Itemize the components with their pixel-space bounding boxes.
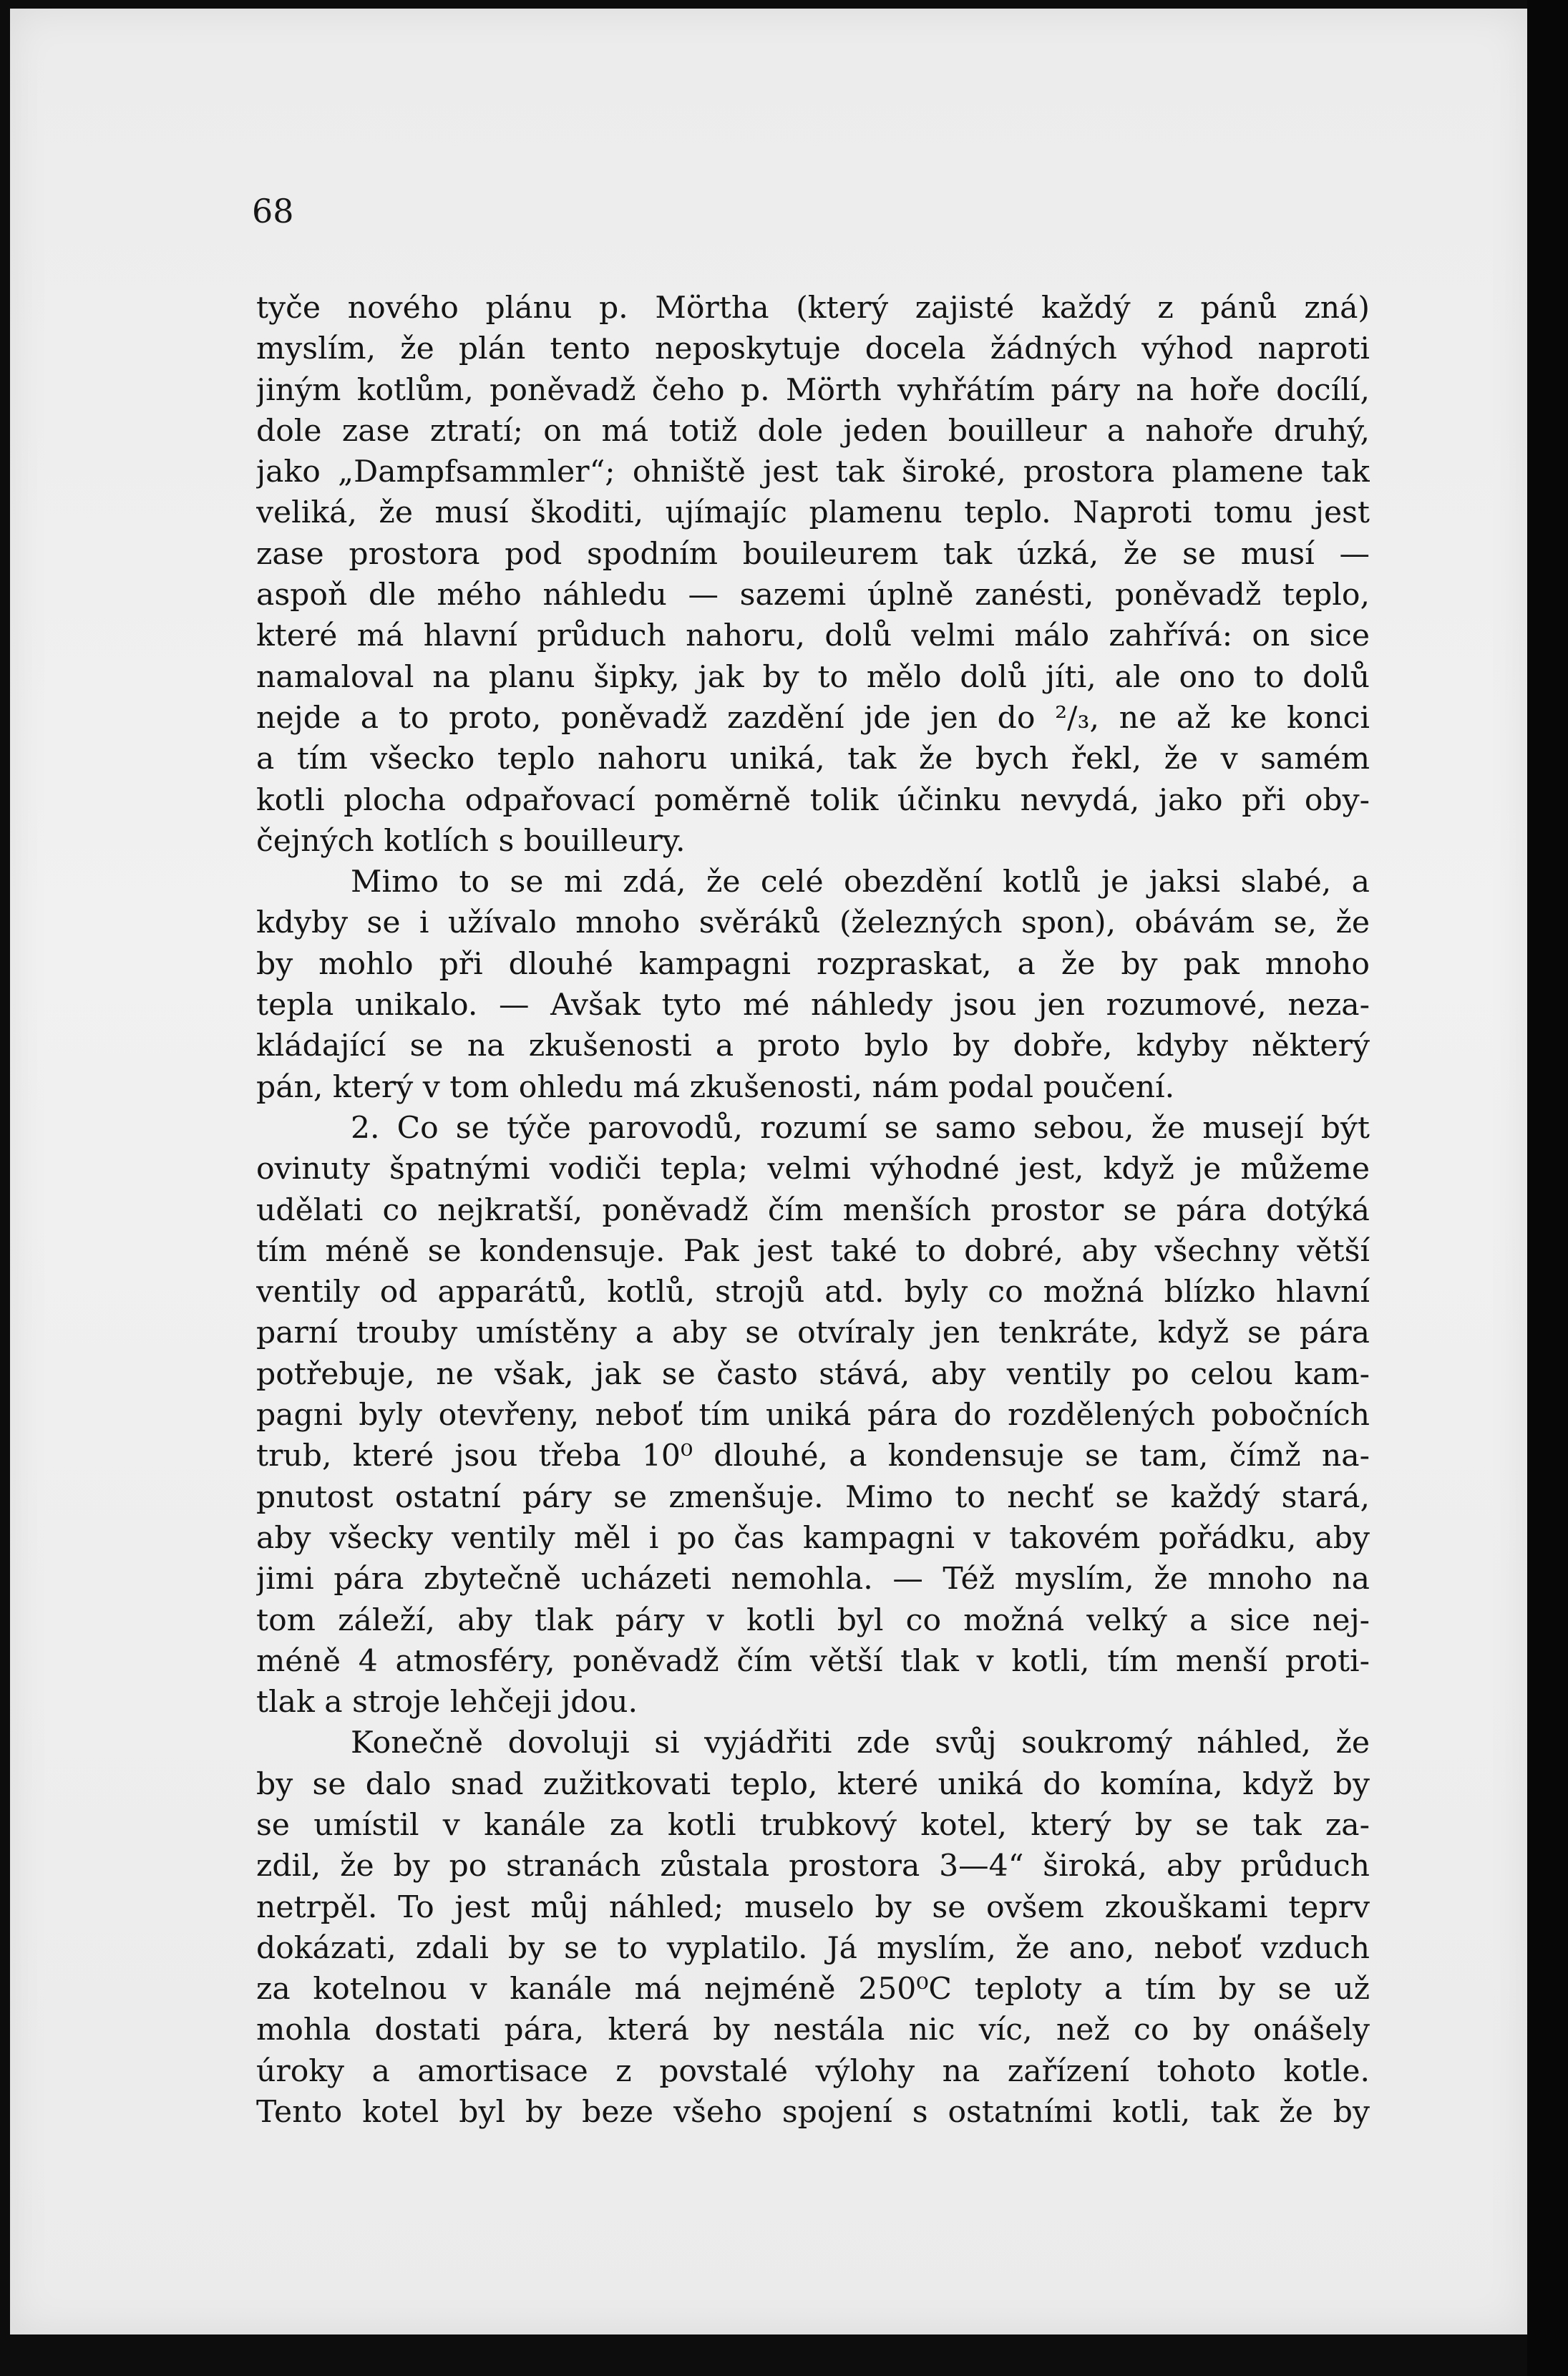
text-line: nejde a to proto, poněvadž zazdění jde jen do ²/₃, ne až ke konci — [256, 700, 1370, 736]
text-line: trub, které jsou třeba 10⁰ dlouhé, a kondensuje se tam, čímž na- — [256, 1438, 1370, 1474]
text-line: netrpěl. To jest můj náhled; muselo by se ovšem zkouškami teprv — [256, 1889, 1370, 1925]
text-line: čejných kotlích s bouilleury. — [256, 823, 686, 859]
text-line: tepla unikalo. — Avšak tyto mé náhledy jsou jen rozumové, neza- — [256, 988, 1370, 1023]
text-line: namaloval na planu šipky, jak by to mělo dolů jíti, ale ono to dolů — [256, 659, 1370, 695]
body-text — [256, 288, 1370, 2133]
text-line: pagni byly otevřeny, neboť tím uniká pára do rozdělených pobočních — [256, 1398, 1370, 1433]
text-line: mohla dostati pára, která by nestála nic víc, než co by onášely — [256, 2012, 1370, 2048]
text-line: 2. Co se týče parovodů, rozumí se samo sebou, že musejí být — [351, 1110, 1370, 1146]
text-line: Tento kotel byl by beze všeho spojení s ostatními kotli, tak že by — [256, 2095, 1370, 2131]
text-line: parní trouby umístěny a aby se otvíraly jen tenkráte, když se pára — [256, 1315, 1370, 1351]
text-line: tyče nového plánu p. Mörtha (který zajisté každý z pánů zná) — [256, 291, 1370, 326]
text-line: zase prostora pod spodním bouileurem tak úzká, že se musí — — [256, 536, 1370, 572]
text-line: jimi pára zbytečně ucházeti nemohla. — Též myslím, že mnoho na — [256, 1562, 1370, 1597]
text-line: aby všecky ventily měl i po čas kampagni v takovém pořádku, aby — [256, 1520, 1370, 1556]
text-line: aspoň dle mého náhledu — sazemi úplně zanésti, poněvadž teplo, — [256, 578, 1370, 613]
text-line: by mohlo při dlouhé kampagni rozpraskat, a že by pak mnoho — [256, 946, 1370, 982]
text-line: pnutost ostatní páry se zmenšuje. Mimo to nechť se každý stará, — [256, 1479, 1370, 1515]
text-line: dokázati, zdali by se to vyplatilo. Já myslím, že ano, neboť vzduch — [256, 1930, 1370, 1966]
text-line: udělati co nejkratší, poněvadž čím menších prostor se pára dotýká — [256, 1192, 1370, 1228]
text-line: tím méně se kondensuje. Pak jest také to dobré, aby všechny větší — [256, 1233, 1370, 1269]
scan-edge — [1527, 0, 1568, 2376]
text-line: a tím všecko teplo nahoru uniká, tak že bych řekl, že v samém — [256, 741, 1370, 777]
text-line: potřebuje, ne však, jak se často stává, aby ventily po celou kam- — [256, 1356, 1370, 1392]
text-line: Konečně dovoluji si vyjádřiti zde svůj soukromý náhled, že — [351, 1725, 1370, 1761]
text-line: tom záleží, aby tlak páry v kotli byl co možná velký a sice nej- — [256, 1602, 1370, 1638]
text-line: kotli plocha odpařovací poměrně tolik účinku nevydá, jako při oby- — [256, 782, 1370, 818]
text-line: ventily od apparátů, kotlů, strojů atd. byly co možná blízko hlavní — [256, 1275, 1370, 1310]
text-line: za kotelnou v kanále má nejméně 250⁰C teploty a tím by se už — [256, 1972, 1370, 2007]
text-line: zdil, že by po stranách zůstala prostora 3—4“ široká, aby průduch — [256, 1849, 1370, 1884]
text-line: jako „Dampfsammler“; ohniště jest tak široké, prostora plamene tak — [256, 454, 1370, 490]
page-number: 68 — [252, 192, 294, 230]
text-line: kdyby se i užívalo mnoho svěráků (železných spon), obávám se, že — [256, 905, 1370, 941]
text-line: jiným kotlům, poněvadž čeho p. Mörth vyhřátím páry na hoře docílí, — [256, 372, 1370, 408]
text-line: tlak a stroje lehčeji jdou. — [256, 1685, 638, 1720]
text-line: myslím, že plán tento neposkytuje docela žádných výhod naproti — [256, 331, 1370, 367]
text-line: ovinuty špatnými vodiči tepla; velmi výhodné jest, když je můžeme — [256, 1152, 1370, 1187]
text-line: které má hlavní průduch nahoru, dolů velmi málo zahřívá: on sice — [256, 618, 1370, 654]
text-line: kládající se na zkušenosti a proto bylo by dobře, kdyby některý — [256, 1028, 1370, 1064]
text-line: pán, který v tom ohledu má zkušenosti, nám podal poučení. — [256, 1069, 1175, 1105]
text-line: úroky a amortisace z povstalé výlohy na zařízení tohoto kotle. — [256, 2053, 1370, 2089]
text-line: by se dalo snad zužitkovati teplo, které uniká do komína, když by — [256, 1766, 1370, 1802]
text-line: veliká, že musí škoditi, ujímajíc plamenu teplo. Naproti tomu jest — [256, 495, 1370, 531]
text-line: méně 4 atmosféry, poněvadž čím větší tlak v kotli, tím menší proti- — [256, 1643, 1370, 1679]
text-line: dole zase ztratí; on má totiž dole jeden bouilleur a nahoře druhý, — [256, 413, 1370, 449]
text-line: Mimo to se mi zdá, že celé obezdění kotlů je jaksi slabé, a — [351, 865, 1370, 900]
text-line: se umístil v kanále za kotli trubkový kotel, který by se tak za- — [256, 1807, 1370, 1843]
